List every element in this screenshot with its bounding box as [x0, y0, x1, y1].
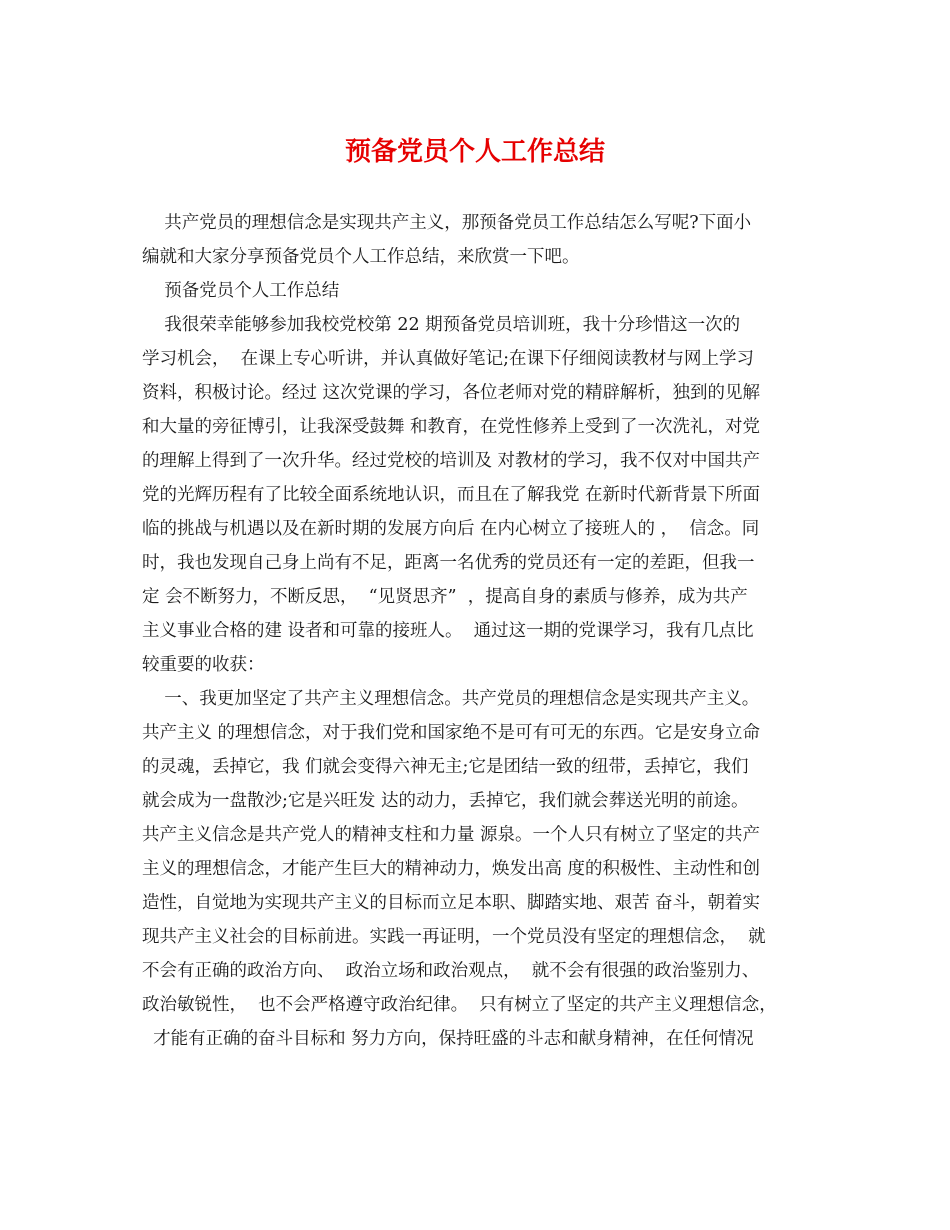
body-line: 学习机会， 在课上专心听讲，并认真做好笔记;在课下仔细阅读教材与网上学习	[142, 349, 755, 369]
body-line: 主义的理想信念，才能产生巨大的精神动力，焕发出高 度的积极性、主动性和创	[142, 859, 761, 879]
body-line: 资料，积极讨论。经过 这次党课的学习，各位老师对党的精辟解析，独到的见解	[142, 383, 761, 403]
body-line: 和大量的旁征博引，让我深受鼓舞 和教育，在党性修养上受到了一次洗礼，对党	[142, 417, 761, 437]
body-line: 定 会不断努力，不断反思， “见贤思齐” ，提高自身的素质与修养，成为共产	[142, 587, 748, 607]
body-line: 政治敏锐性， 也不会严格遵守政治纪律。 只有树立了坚定的共产主义理想信念，	[142, 995, 777, 1015]
body-line: 编就和大家分享预备党员个人工作总结，来欣赏一下吧。	[142, 247, 580, 267]
body-line: 较重要的收获：	[142, 655, 265, 675]
body-line: 就会成为一盘散沙;它是兴旺发 达的动力，丢掉它，我们就会葬送光明的前途。	[142, 791, 749, 811]
document-body	[142, 206, 812, 1056]
body-line: 现共产主义社会的目标前进。实践一再证明，一个党员没有坚定的理想信念， 就	[142, 927, 766, 947]
body-line: 不会有正确的政治方向、 政治立场和政治观点， 就不会有很强的政治鉴别力、	[142, 961, 760, 981]
document-title: 预备党员个人工作总结	[344, 137, 605, 167]
body-line: 共产主义信念是共产党人的精神支柱和力量 源泉。一个人只有树立了坚定的共产	[142, 825, 761, 845]
body-line: 党的光辉历程有了比较全面系统地认识，而且在了解我党 在新时代新背景下所面	[142, 485, 761, 505]
body-line: 一、我更加坚定了共产主义理想信念。共产党员的理想信念是实现共产主义。	[142, 689, 760, 709]
body-line: 的理解上得到了一次升华。经过党校的培训及 对教材的学习，我不仅对中国共产	[142, 451, 761, 471]
body-line: 的灵魂，丢掉它，我 们就会变得六神无主;它是团结一致的纽带，丢掉它，我们	[142, 757, 749, 777]
body-line: 我很荣幸能够参加我校党校第 22 期预备党员培训班，我十分珍惜这一次的	[142, 315, 741, 335]
body-line: 主义事业合格的建 设者和可靠的接班人。 通过这一期的党课学习，我有几点比	[142, 621, 754, 641]
body-line: 才能有正确的奋斗目标和 努力方向，保持旺盛的斗志和献身精神，在任何情况	[142, 1029, 754, 1049]
body-line: 临的挑战与机遇以及在新时期的发展方向后 在内心树立了接班人的 ， 信念。同	[142, 519, 760, 539]
body-line: 共产主义 的理想信念，对于我们党和国家绝不是可有可无的东西。它是安身立命	[142, 723, 761, 743]
body-line: 造性，自觉地为实现共产主义的目标而立足本职、脚踏实地、艰苦 奋斗，朝着实	[142, 893, 761, 913]
body-line: 共产党员的理想信念是实现共产主义，那预备党员工作总结怎么写呢?下面小	[142, 213, 752, 233]
body-line: 预备党员个人工作总结	[142, 281, 340, 301]
body-line: 时，我也发现自己身上尚有不足，距离一名优秀的党员还有一定的差距，但我一	[142, 553, 755, 573]
